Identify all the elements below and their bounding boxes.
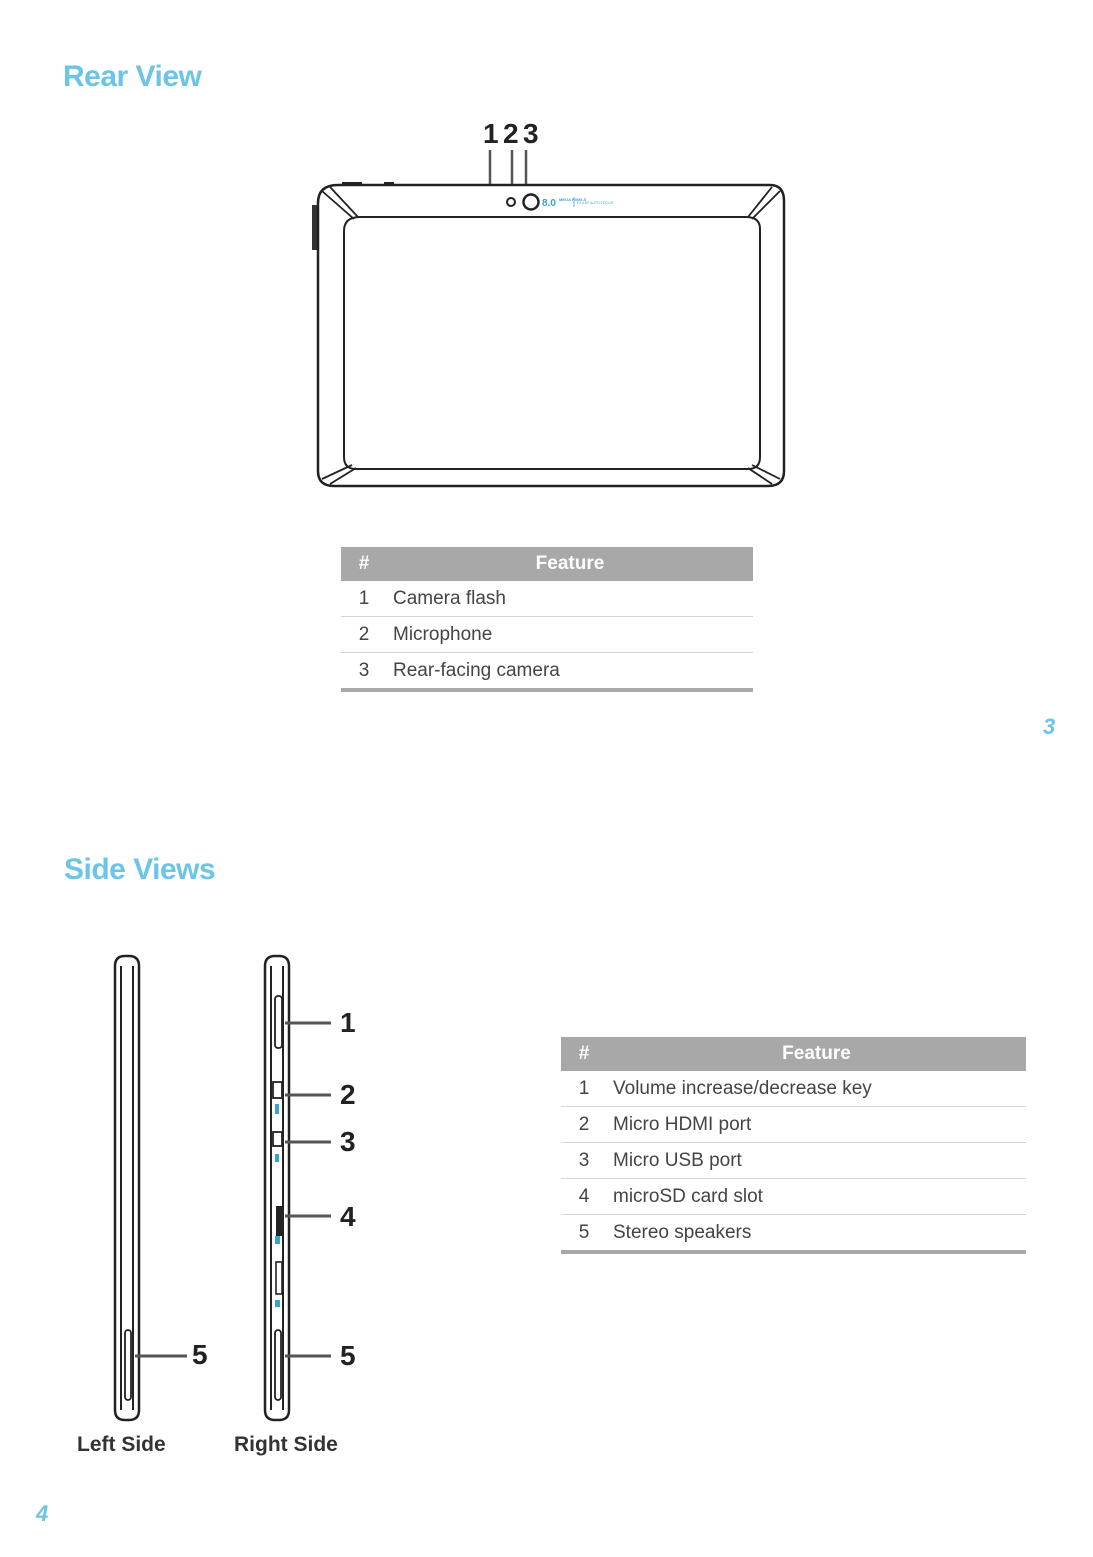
table-row [561,1179,1026,1215]
right-callout-lines [285,1023,331,1356]
row-feature: Stereo speakers [607,1215,1026,1253]
right-callout-5: 5 [340,1340,356,1371]
row-num: 2 [561,1107,607,1143]
hdmi-port-icon [273,1082,282,1098]
microsd-slot-icon [276,1206,282,1236]
camera-flash-icon [507,198,515,206]
volume-key-icon [275,996,282,1048]
row-num: 5 [561,1215,607,1253]
table-header-feature: Feature [387,547,753,581]
camera-megapixel-text: 8.0 [542,198,556,209]
row-feature: Volume increase/decrease key [607,1071,1026,1107]
right-callout-1: 1 [340,1007,356,1038]
row-feature: microSD card slot [607,1179,1026,1215]
rear-callout-3: 3 [523,118,539,149]
right-callout-4: 4 [340,1201,356,1232]
right-speaker-icon [275,1330,281,1400]
tablet-panel [344,217,760,469]
row-feature: Camera flash [387,581,753,617]
table-row [561,1107,1026,1143]
table-header-feature: Feature [607,1037,1026,1071]
table-header-num: # [561,1037,607,1071]
table-row [341,617,753,653]
row-feature: Rear-facing camera [387,653,753,691]
row-feature: Micro HDMI port [607,1107,1026,1143]
rear-feature-table [341,547,753,692]
row-num: 3 [561,1143,607,1179]
row-num: 4 [561,1179,607,1215]
page-number-4: 4 [36,1501,49,1526]
table-row [561,1215,1026,1253]
table-header-num: # [341,547,387,581]
table-row [341,653,753,691]
left-side-label: Left Side [77,1433,166,1456]
row-num: 3 [341,653,387,691]
camera-mega-text: MEGA PIXELS [559,197,587,202]
tablet-rear-illustration [300,145,800,495]
rear-view-title: Rear View [63,60,202,93]
row-feature: Micro USB port [607,1143,1026,1179]
right-callout-3: 3 [340,1126,356,1157]
row-feature: Microphone [387,617,753,653]
side-views-title: Side Views [64,853,216,886]
page-number-3: 3 [1043,714,1056,739]
right-callout-2: 2 [340,1079,356,1110]
table-row [561,1071,1026,1107]
left-callout-5: 5 [192,1339,208,1370]
row-num: 1 [561,1071,607,1107]
rear-callout-1: 1 [483,118,499,149]
left-speaker-icon [125,1330,131,1400]
camera-af-text: F2.4 AF AUTO FOCUS [577,201,613,205]
rear-callout-2: 2 [503,118,519,149]
right-side-label: Right Side [234,1433,338,1456]
table-row [341,581,753,617]
table-row [561,1143,1026,1179]
row-num: 1 [341,581,387,617]
rear-camera-icon [524,195,539,210]
usb-port-icon [273,1132,282,1146]
tablet-right-side-illustration [255,952,375,1427]
side-feature-table [561,1037,1026,1254]
row-num: 2 [341,617,387,653]
